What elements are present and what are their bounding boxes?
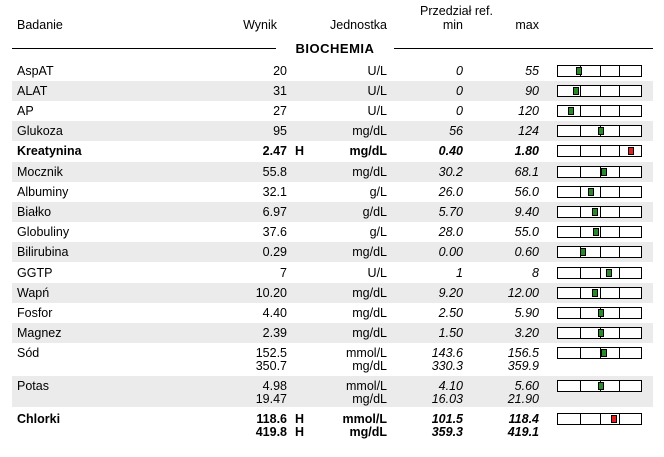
range-indicator bbox=[557, 105, 642, 117]
result-unit: mg/dL bbox=[352, 245, 387, 259]
ref-max: 12.00 bbox=[507, 286, 539, 300]
range-tick bbox=[619, 86, 620, 96]
range-tick bbox=[600, 414, 601, 424]
table-row bbox=[12, 323, 653, 343]
range-tick bbox=[580, 308, 581, 318]
result-value: 419.8 bbox=[255, 425, 287, 439]
range-tick bbox=[580, 268, 581, 278]
range-indicator bbox=[557, 226, 642, 238]
test-name: AP bbox=[17, 104, 34, 118]
ref-min: 101.5 bbox=[431, 412, 463, 426]
range-tick bbox=[619, 126, 620, 136]
range-indicator bbox=[557, 307, 642, 319]
test-name: Bilirubina bbox=[17, 245, 69, 259]
result-value: 55.8 bbox=[262, 165, 287, 179]
result-value: 19.47 bbox=[255, 392, 287, 406]
range-tick bbox=[580, 414, 581, 424]
table-row bbox=[12, 222, 653, 242]
range-tick bbox=[619, 167, 620, 177]
range-indicator bbox=[557, 380, 642, 392]
range-tick bbox=[619, 288, 620, 298]
result-unit: mg/dL bbox=[352, 306, 387, 320]
header-max: max bbox=[515, 18, 539, 32]
test-name: Mocznik bbox=[17, 165, 63, 179]
ref-min: 9.20 bbox=[438, 286, 463, 300]
result-unit: mg/dL bbox=[352, 165, 387, 179]
result-unit: mg/dL bbox=[352, 286, 387, 300]
normal-value-marker bbox=[592, 289, 598, 297]
ref-min: 4.10 bbox=[438, 379, 463, 393]
ref-min: 0.00 bbox=[438, 245, 463, 259]
range-tick bbox=[619, 227, 620, 237]
header-test: Badanie bbox=[17, 18, 63, 32]
result-unit: g/dL bbox=[362, 205, 387, 219]
result-unit: U/L bbox=[367, 84, 387, 98]
table-row bbox=[12, 409, 653, 440]
table-row bbox=[12, 141, 653, 161]
ref-max: 8 bbox=[532, 266, 539, 280]
ref-min: 0 bbox=[456, 104, 463, 118]
result-unit: U/L bbox=[367, 266, 387, 280]
normal-value-marker bbox=[606, 269, 612, 277]
normal-value-marker bbox=[593, 228, 599, 236]
range-indicator bbox=[557, 145, 642, 157]
ref-max: 5.90 bbox=[514, 306, 539, 320]
range-indicator bbox=[557, 206, 642, 218]
high-value-marker bbox=[611, 415, 617, 423]
result-unit: mg/dL bbox=[352, 326, 387, 340]
result-value: 2.39 bbox=[262, 326, 287, 340]
test-name: Potas bbox=[17, 379, 49, 393]
result-unit: U/L bbox=[367, 104, 387, 118]
ref-min: 26.0 bbox=[438, 185, 463, 199]
range-tick bbox=[619, 146, 620, 156]
normal-value-marker bbox=[598, 329, 604, 337]
ref-max: 68.1 bbox=[514, 165, 539, 179]
result-unit: mmol/L bbox=[342, 412, 387, 426]
table-row bbox=[12, 61, 653, 81]
result-unit: mg/dL bbox=[349, 144, 387, 158]
result-value: 7 bbox=[280, 266, 287, 280]
ref-min: 16.03 bbox=[431, 392, 463, 406]
result-value: 2.47 bbox=[262, 144, 287, 158]
range-indicator bbox=[557, 347, 642, 359]
ref-max: 120 bbox=[518, 104, 539, 118]
result-unit: U/L bbox=[367, 64, 387, 78]
normal-value-marker bbox=[576, 67, 582, 75]
range-tick bbox=[600, 247, 601, 257]
normal-value-marker bbox=[568, 107, 574, 115]
range-indicator bbox=[557, 166, 642, 178]
high-value-marker bbox=[628, 147, 634, 155]
ref-min: 2.50 bbox=[438, 306, 463, 320]
normal-value-marker bbox=[573, 87, 579, 95]
header-ref-range: Przedział ref. bbox=[420, 4, 493, 18]
result-unit: g/L bbox=[369, 225, 387, 239]
test-name: AspAT bbox=[17, 64, 54, 78]
header-min: min bbox=[442, 18, 463, 32]
ref-max: 1.80 bbox=[514, 144, 539, 158]
test-name: Kreatynina bbox=[17, 144, 82, 158]
ref-min: 1 bbox=[456, 266, 463, 280]
ref-max: 124 bbox=[518, 124, 539, 138]
table-row bbox=[12, 376, 653, 407]
normal-value-marker bbox=[601, 349, 607, 357]
range-tick bbox=[619, 66, 620, 76]
result-flag: H bbox=[295, 144, 305, 158]
header-unit: Jednostka bbox=[330, 18, 387, 32]
range-indicator bbox=[557, 65, 642, 77]
result-value: 4.98 bbox=[262, 379, 287, 393]
result-value: 0.29 bbox=[262, 245, 287, 259]
table-row bbox=[12, 242, 653, 262]
range-tick bbox=[619, 268, 620, 278]
table-row bbox=[12, 162, 653, 182]
ref-max: 56.0 bbox=[514, 185, 539, 199]
result-unit: g/L bbox=[369, 185, 387, 199]
range-tick bbox=[600, 146, 601, 156]
test-name: Glukoza bbox=[17, 124, 63, 138]
normal-value-marker bbox=[598, 309, 604, 317]
range-tick bbox=[600, 288, 601, 298]
table-row bbox=[12, 121, 653, 141]
range-indicator bbox=[557, 327, 642, 339]
result-value: 10.20 bbox=[255, 286, 287, 300]
range-tick bbox=[619, 247, 620, 257]
table-row bbox=[12, 303, 653, 323]
result-unit: mg/dL bbox=[349, 425, 387, 439]
ref-min: 30.2 bbox=[438, 165, 463, 179]
ref-min: 143.6 bbox=[431, 346, 463, 360]
ref-max: 0.60 bbox=[514, 245, 539, 259]
range-tick bbox=[580, 328, 581, 338]
range-tick bbox=[580, 126, 581, 136]
table-row bbox=[12, 263, 653, 283]
range-tick bbox=[619, 414, 620, 424]
ref-min: 5.70 bbox=[438, 205, 463, 219]
result-value: 6.97 bbox=[262, 205, 287, 219]
result-flag: H bbox=[295, 425, 305, 439]
test-name: Sód bbox=[17, 346, 40, 360]
range-tick bbox=[619, 308, 620, 318]
ref-max: 156.5 bbox=[507, 346, 539, 360]
table-row bbox=[12, 202, 653, 222]
result-unit: mg/dL bbox=[352, 359, 387, 373]
range-indicator bbox=[557, 85, 642, 97]
range-tick bbox=[580, 106, 581, 116]
ref-min: 0 bbox=[456, 84, 463, 98]
test-name: Białko bbox=[17, 205, 52, 219]
range-indicator bbox=[557, 186, 642, 198]
result-value: 37.6 bbox=[262, 225, 287, 239]
ref-min: 359.3 bbox=[431, 425, 463, 439]
ref-min: 56 bbox=[449, 124, 463, 138]
ref-max: 5.60 bbox=[514, 379, 539, 393]
result-value: 4.40 bbox=[262, 306, 287, 320]
section-title: BIOCHEMIA bbox=[276, 40, 394, 57]
range-tick bbox=[600, 207, 601, 217]
range-tick bbox=[580, 348, 581, 358]
table-row bbox=[12, 182, 653, 202]
test-name: Albuminy bbox=[17, 185, 69, 199]
range-tick bbox=[600, 86, 601, 96]
range-tick bbox=[619, 328, 620, 338]
test-name: Magnez bbox=[17, 326, 62, 340]
range-indicator bbox=[557, 267, 642, 279]
ref-min: 1.50 bbox=[438, 326, 463, 340]
range-indicator bbox=[557, 246, 642, 258]
normal-value-marker bbox=[588, 188, 594, 196]
range-tick bbox=[619, 348, 620, 358]
range-tick bbox=[580, 227, 581, 237]
range-tick bbox=[619, 381, 620, 391]
range-tick bbox=[580, 207, 581, 217]
table-row bbox=[12, 343, 653, 374]
test-name: Globuliny bbox=[17, 225, 70, 239]
test-name: Fosfor bbox=[17, 306, 53, 320]
range-tick bbox=[580, 167, 581, 177]
range-tick bbox=[600, 106, 601, 116]
test-name: GGTP bbox=[17, 266, 53, 280]
range-indicator bbox=[557, 125, 642, 137]
normal-value-marker bbox=[601, 168, 607, 176]
ref-min: 330.3 bbox=[431, 359, 463, 373]
ref-min: 28.0 bbox=[438, 225, 463, 239]
ref-min: 0 bbox=[456, 64, 463, 78]
ref-max: 359.9 bbox=[507, 359, 539, 373]
ref-max: 55.0 bbox=[514, 225, 539, 239]
range-tick bbox=[600, 268, 601, 278]
range-tick bbox=[619, 187, 620, 197]
normal-value-marker bbox=[598, 382, 604, 390]
range-tick bbox=[619, 207, 620, 217]
range-tick bbox=[580, 381, 581, 391]
result-value: 31 bbox=[273, 84, 287, 98]
ref-max: 9.40 bbox=[514, 205, 539, 219]
ref-max: 55 bbox=[525, 64, 539, 78]
table-row bbox=[12, 283, 653, 303]
normal-value-marker bbox=[592, 208, 598, 216]
result-value: 152.5 bbox=[255, 346, 287, 360]
result-flag: H bbox=[295, 412, 305, 426]
test-name: Wapń bbox=[17, 286, 50, 300]
result-value: 32.1 bbox=[262, 185, 287, 199]
ref-max: 3.20 bbox=[514, 326, 539, 340]
result-unit: mg/dL bbox=[352, 124, 387, 138]
result-value: 350.7 bbox=[255, 359, 287, 373]
result-unit: mmol/L bbox=[346, 346, 387, 360]
test-name: Chlorki bbox=[17, 412, 61, 426]
result-value: 118.6 bbox=[256, 412, 287, 426]
range-indicator bbox=[557, 287, 642, 299]
range-tick bbox=[580, 288, 581, 298]
header-result: Wynik bbox=[243, 18, 277, 32]
result-unit: mg/dL bbox=[352, 392, 387, 406]
normal-value-marker bbox=[580, 248, 586, 256]
result-value: 20 bbox=[273, 64, 287, 78]
range-tick bbox=[600, 66, 601, 76]
range-tick bbox=[600, 227, 601, 237]
ref-max: 118.4 bbox=[508, 412, 539, 426]
range-tick bbox=[580, 187, 581, 197]
ref-max: 21.90 bbox=[507, 392, 539, 406]
result-value: 27 bbox=[273, 104, 287, 118]
ref-min: 0.40 bbox=[438, 144, 463, 158]
range-tick bbox=[600, 187, 601, 197]
range-tick bbox=[580, 146, 581, 156]
range-tick bbox=[580, 86, 581, 96]
table-row bbox=[12, 81, 653, 101]
normal-value-marker bbox=[598, 127, 604, 135]
test-name: ALAT bbox=[17, 84, 48, 98]
range-tick bbox=[619, 106, 620, 116]
ref-max: 90 bbox=[525, 84, 539, 98]
result-unit: mmol/L bbox=[346, 379, 387, 393]
range-indicator bbox=[557, 413, 642, 425]
table-row bbox=[12, 101, 653, 121]
result-value: 95 bbox=[273, 124, 287, 138]
ref-max: 419.1 bbox=[507, 425, 539, 439]
